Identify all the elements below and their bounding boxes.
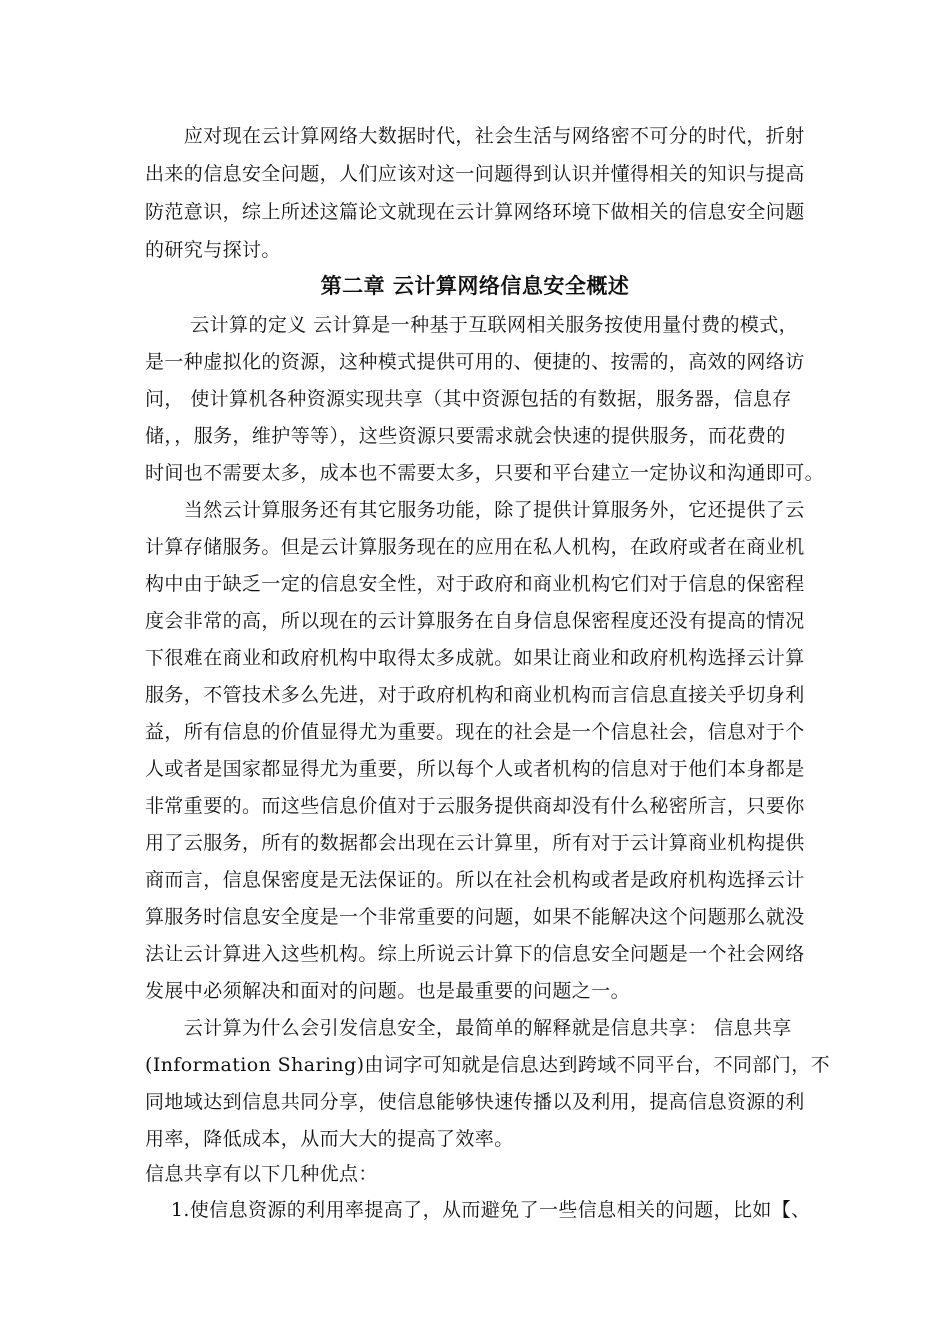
definition-line-2: 是一种虚拟化的资源，这种模式提供可用的、便捷的、按需的，高效的网络访 [145, 351, 805, 373]
services-line-8: 人或者是国家都显得尤为重要，所以每个人或者机构的信息对于他们本身都是 [145, 758, 805, 780]
services-line-13: 法让云计算进入这些机构。综上所说云计算下的信息安全问题是一个社会网络 [145, 943, 805, 965]
definition-line-5: 时间也不需要太多，成本也不需要太多，只要和平台建立一定协议和沟通即可。 [145, 462, 825, 484]
services-line-4: 度会非常的高，所以现在的云计算服务在自身信息保密程度还没有提高的情况 [145, 610, 805, 632]
sharing-line-4: 用率，降低成本，从而大大的提高了效率。 [145, 1128, 514, 1150]
chapter-title: 第二章 云计算网络信息安全概述 [320, 274, 630, 298]
definition-line-1: 云计算的定义 云计算是一种基于互联网相关服务按使用量付费的模式， [145, 314, 799, 336]
intro-line-3: 防范意识，综上所述这篇论文就现在云计算网络环境下做相关的信息安全问题 [145, 201, 805, 223]
definition-line-4: 储，，服务，维护等等），这些资源只要需求就会快速的提供服务，而花费的 [145, 425, 786, 447]
advantages-intro: 信息共享有以下几种优点： [145, 1163, 378, 1185]
definition-line-3: 问， 使计算机各种资源实现共享（其中资源包括的有数据，服务器，信息存 [145, 388, 792, 410]
intro-line-1: 应对现在云计算网络大数据时代，社会生活与网络密不可分的时代，折射 [145, 125, 805, 147]
intro-line-4: 的研究与探讨。 [145, 239, 281, 261]
sharing-line-3: 同地域达到信息共同分享，使信息能够快速传播以及利用，提高信息资源的利 [145, 1091, 805, 1113]
services-line-1: 当然云计算服务还有其它服务功能，除了提供计算服务外，它还提供了云 [145, 499, 805, 521]
services-line-11: 商而言，信息保密度是无法保证的。所以在社会机构或者是政府机构选择云计 [145, 869, 805, 891]
services-line-5: 下很难在商业和政府机构中取得太多成就。如果让商业和政府机构选择云计算 [145, 647, 805, 669]
services-line-10: 用了云服务，所有的数据都会出现在云计算里，所有对于云计算商业机构提供 [145, 832, 805, 854]
sharing-line-1: 云计算为什么会引发信息安全，最简单的解释就是信息共享： 信息共享 [145, 1017, 792, 1039]
intro-line-2: 出来的信息安全问题，人们应该对这一问题得到认识并懂得相关的知识与提高 [145, 163, 805, 185]
services-line-3: 构中由于缺乏一定的信息安全性，对于政府和商业机构它们对于信息的保密程 [145, 573, 805, 595]
services-line-2: 计算存储服务。但是云计算服务现在的应用在私人机构，在政府或者在商业机 [145, 536, 805, 558]
services-line-12: 算服务时信息安全度是一个非常重要的问题，如果不能解决这个问题那么就没 [145, 906, 805, 928]
advantage-item-1: 1.使信息资源的利用率提高了，从而避免了一些信息相关的问题，比如【、 [145, 1199, 811, 1221]
services-line-9: 非常重要的。而这些信息价值对于云服务提供商却没有什么秘密所言，只要你 [145, 795, 805, 817]
services-line-7: 益，所有信息的价值显得尤为重要。现在的社会是一个信息社会，信息对于个 [145, 721, 805, 743]
services-line-6: 服务，不管技术多么先进，对于政府机构和商业机构而言信息直接关乎切身利 [145, 684, 805, 706]
services-line-14: 发展中必须解决和面对的问题。也是最重要的问题之一。 [145, 980, 631, 1002]
sharing-line-2: (Information Sharing)由词字可知就是信息达到跨域不同平台，不同部门，不 [145, 1054, 831, 1076]
